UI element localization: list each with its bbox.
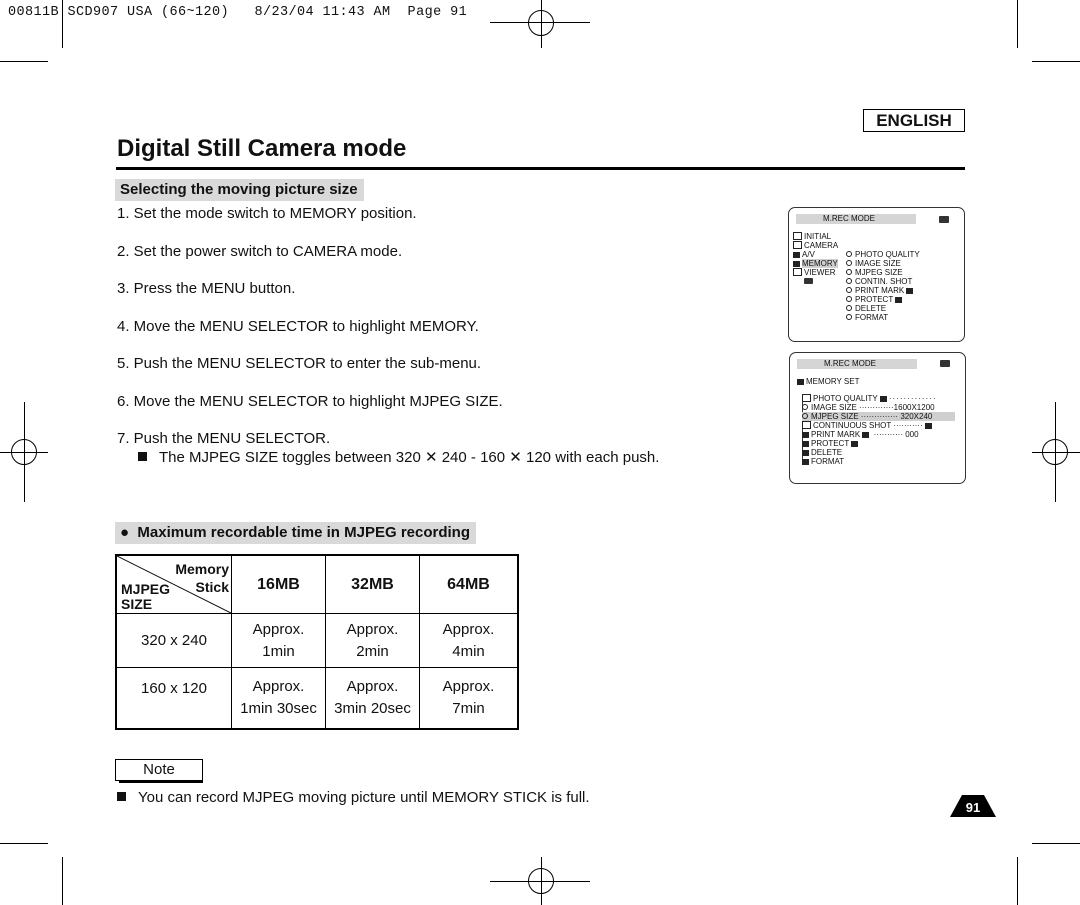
submenu-item: CONTIN. SHOT — [846, 277, 912, 286]
folder-icon — [793, 241, 802, 249]
page-title: Digital Still Camera mode — [117, 135, 407, 162]
row-header: 320 x 240 — [116, 614, 232, 668]
dot-icon — [846, 305, 852, 311]
print-header: 00811B SCD907 USA (66~120) 8/23/04 11:43 AM Page 91 — [8, 5, 468, 20]
screen-title: M.REC MODE — [796, 214, 916, 224]
step-7: 7. Push the MENU SELECTOR. — [117, 430, 331, 447]
submenu-item: PRINT MARK — [846, 286, 915, 295]
battery-icon — [940, 360, 950, 367]
menu-item-memory: MEMORY — [793, 259, 838, 268]
format-icon — [802, 459, 809, 465]
crop-mark — [0, 843, 48, 844]
section-heading-text: Maximum recordable time in MJPEG recording — [137, 524, 470, 541]
folder-icon — [793, 232, 802, 240]
square-bullet-icon — [117, 792, 126, 801]
table-cell: Approx. 1min 30sec — [232, 668, 326, 729]
table-cell: Approx. 7min — [420, 668, 519, 729]
menu-row: PHOTO QUALITY ············· — [802, 394, 957, 403]
bullet-text: The MJPEG SIZE toggles between 320 ✕ 240 - 160 ✕ 120 with each push. — [159, 449, 660, 466]
memory-set-heading: MEMORY SET — [797, 377, 860, 386]
column-header: 64MB — [420, 555, 519, 614]
submenu-item: DELETE — [846, 304, 886, 313]
menu-row-highlighted: MJPEG SIZE ·············· 320X240 — [802, 412, 955, 421]
table-corner-cell — [116, 555, 232, 614]
recording-time-table — [115, 554, 519, 730]
circle-bullet-icon: ● — [120, 524, 130, 541]
column-header: 32MB — [326, 555, 420, 614]
menu-screen-memory-set — [789, 352, 966, 484]
title-rule — [116, 167, 965, 170]
step-7-bullet — [138, 449, 659, 467]
delete-icon — [802, 450, 809, 456]
step-6: 6. Move the MENU SELECTOR to highlight MJPEG SIZE. — [117, 393, 503, 410]
row-header: 160 x 120 — [116, 668, 232, 729]
menu-item-av: A/V — [793, 250, 815, 259]
step-4: 4. Move the MENU SELECTOR to highlight MEMORY. — [117, 318, 479, 335]
dot-icon — [846, 269, 852, 275]
corner-label-memory: Memory — [175, 561, 229, 577]
language-label: ENGLISH — [863, 109, 965, 132]
table-cell: Approx. 4min — [420, 614, 519, 668]
submenu-item: FORMAT — [846, 313, 888, 322]
registration-circle — [1042, 439, 1068, 465]
folder-icon — [802, 394, 811, 402]
page-number: 91 — [965, 800, 981, 815]
crop-mark — [1017, 0, 1018, 48]
memory-icon — [793, 261, 800, 267]
dot-icon — [846, 251, 852, 257]
submenu-item: PROTECT — [846, 295, 904, 304]
table-cell: Approx. 3min 20sec — [326, 668, 420, 729]
lock-icon — [895, 297, 902, 303]
note-text: You can record MJPEG moving picture until MEMORY STICK is full. — [117, 789, 590, 806]
dot-icon — [802, 404, 808, 410]
step-5: 5. Push the MENU SELECTOR to enter the sub-menu. — [117, 355, 482, 372]
note-label: Note — [115, 759, 203, 781]
print-mark-icon — [862, 432, 869, 438]
quality-icon — [880, 396, 887, 402]
menu-row: CONTINUOUS SHOT ··········· — [802, 421, 957, 430]
memory-stick-icon — [804, 278, 813, 284]
step-2: 2. Set the power switch to CAMERA mode. — [117, 243, 403, 260]
dot-icon — [846, 287, 852, 293]
submenu-item: PHOTO QUALITY — [846, 250, 920, 259]
square-bullet-icon — [138, 452, 147, 461]
menu-row: DELETE — [802, 448, 842, 457]
dot-icon — [846, 278, 852, 284]
crop-mark — [0, 61, 48, 62]
registration-circle — [11, 439, 37, 465]
step-3: 3. Press the MENU button. — [117, 280, 296, 297]
dot-icon — [846, 314, 852, 320]
submenu-item: MJPEG SIZE — [846, 268, 903, 277]
corner-label-stick: Stick — [195, 579, 229, 595]
page-number-badge — [950, 795, 996, 817]
memory-icon — [797, 379, 804, 385]
screen-title: M.REC MODE — [797, 359, 917, 369]
menu-row: PRINT MARK ··········· 000 — [802, 430, 957, 439]
crop-mark — [1032, 843, 1080, 844]
folder-icon — [793, 268, 802, 276]
av-icon — [793, 252, 800, 258]
table-cell: Approx. 1min — [232, 614, 326, 668]
lock-icon — [851, 441, 858, 447]
corner-label-mjpeg: MJPEG — [121, 581, 171, 597]
section-heading — [115, 522, 476, 544]
dot-icon — [846, 296, 852, 302]
protect-icon — [802, 441, 809, 447]
crop-mark — [1017, 857, 1018, 905]
column-header: 16MB — [232, 555, 326, 614]
off-icon — [925, 423, 932, 429]
menu-row: FORMAT — [802, 457, 844, 466]
print-icon — [906, 288, 913, 294]
menu-row: PROTECT — [802, 439, 860, 448]
print-icon — [802, 432, 809, 438]
table-cell: Approx. 2min — [326, 614, 420, 668]
step-1: 1. Set the mode switch to MEMORY position. — [117, 205, 417, 222]
registration-circle — [528, 868, 554, 894]
dot-icon — [802, 413, 808, 419]
registration-circle — [528, 10, 554, 36]
corner-label-size: SIZE — [121, 596, 153, 612]
menu-item-viewer: VIEWER — [793, 268, 836, 277]
section-heading: Selecting the moving picture size — [115, 179, 364, 201]
menu-item-camera: CAMERA — [793, 241, 838, 250]
menu-row: IMAGE SIZE ·············1600X1200 — [802, 403, 957, 412]
submenu-item: IMAGE SIZE — [846, 259, 901, 268]
menu-screen-main — [788, 207, 965, 342]
battery-icon — [939, 216, 949, 223]
dot-icon — [846, 260, 852, 266]
crop-mark — [62, 857, 63, 905]
folder-icon — [802, 421, 811, 429]
crop-mark — [1032, 61, 1080, 62]
menu-item-initial: INITIAL — [793, 232, 831, 241]
